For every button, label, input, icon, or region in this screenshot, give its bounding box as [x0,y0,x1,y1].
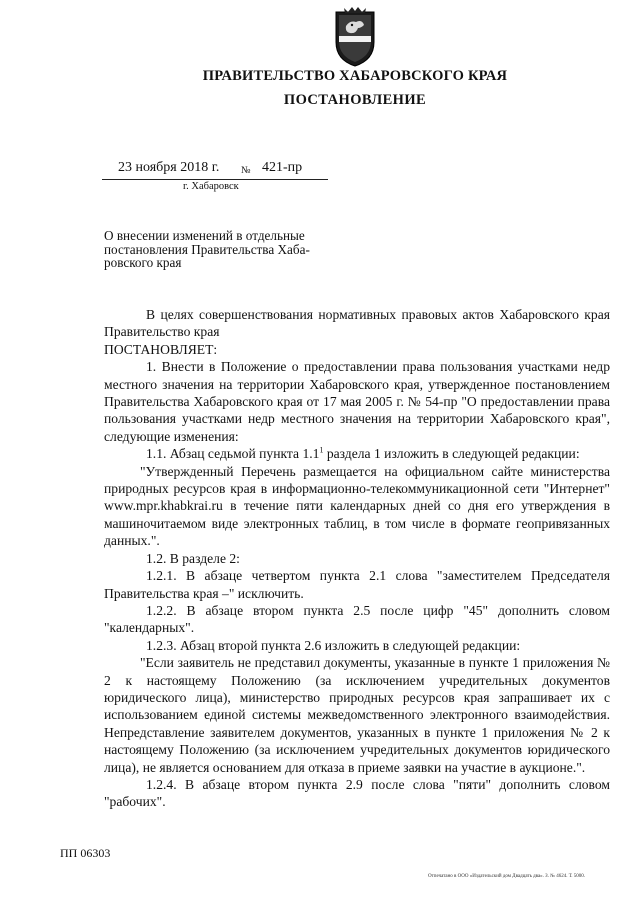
subject-line: ровского края [104,255,182,270]
paragraph-1-2-4: 1.2.4. В абзаце втором пункта 2.9 после слова "пяти" дополнить словом "рабочих". [104,776,610,810]
paragraph-1-2: 1.2. В разделе 2: [146,550,240,566]
document-code: ПП 06303 [60,846,111,860]
document-body [104,306,610,811]
number-sign: № [241,165,251,176]
paragraph-1: 1. Внести в Положение о предоставлении права пользования участками недр местного значения на территории Хабаровского края, утвержденное постановлением Правительства Хабаровского края от 17 мая 2005 г. № 54-пр "О предоставлении права пользования участками недр местного значения на территории Хабаровского края", следующие изменения: [104,359,610,444]
paragraph-1-1-text: 1.1. Абзац седьмой пункта 1.1 [146,446,320,462]
document-date: 23 ноября 2018 г. [118,160,220,175]
document-type: ПОСТАНОВЛЕНИЕ [283,92,427,108]
subject-line: постановления Правительства Хаба- [104,241,310,257]
quote-paragraph-1: "Утвержденный Перечень размещается на официальном сайте министерства природных ресурсов края в информационно-телекоммуникационной сети "Интернет" www.mpr.khabkrai.ru в течение пяти календарных дней со дня его утверждения в машиночитаемом виде электронных таблиц, в том числе в формате геопривязанных данных.". [104,463,610,549]
coat-of-arms-emblem [330,6,380,68]
superscript-mark: 1 [319,445,324,455]
document-subject [104,229,344,270]
paragraph-1-1 [104,445,610,462]
paragraph-1-2-3: 1.2.3. Абзац второй пункта 2.6 изложить в следующей редакции: [146,637,521,653]
government-title: ПРАВИТЕЛЬСТВО ХАБАРОВСКОГО КРАЯ [202,68,508,84]
printer-imprint: Отпечатано в ООО «Издательский дом Двадцать два». З. № 4624. Т. 5000. [428,874,586,879]
document-number: 421-пр [262,160,303,175]
preamble-paragraph: В целях совершенствования нормативных правовых актов Хабаровского края Правительство края [104,307,610,340]
quote-paragraph-2: "Если заявитель не представил документы, указанные в пункте 1 приложения № 2 к настоящему Положению (за исключением учредительных документов юридического лица), министерство природных ресурсов края запрашивает их с использованием единой системы межведомственного электронного взаимодействия. Непредставление заявителем документов, указанных в пункте 1 приложения № 2 к настоящему Положению (за исключением учредительных документов юридического лица), не является основанием для отказа в приеме заявки на участие в аукционе.". [104,655,610,775]
document-city: г. Хабаровск [183,181,239,192]
paragraph-1-2-1: 1.2.1. В абзаце четвертом пункта 2.1 слова "заместителем Председателя Правительства края –" исключить. [104,568,610,601]
paragraph-1-1-text-cont: раздела 1 изложить в следующей редакции: [323,446,580,462]
subject-line: О внесении изменений в отдельные [104,228,305,243]
paragraph-1-2-2: 1.2.2. В абзаце втором пункта 2.5 после цифр "45" дополнить словом "календарных". [104,602,610,636]
date-underline [102,179,328,180]
resolves-heading: ПОСТАНОВЛЯЕТ: [104,341,218,357]
